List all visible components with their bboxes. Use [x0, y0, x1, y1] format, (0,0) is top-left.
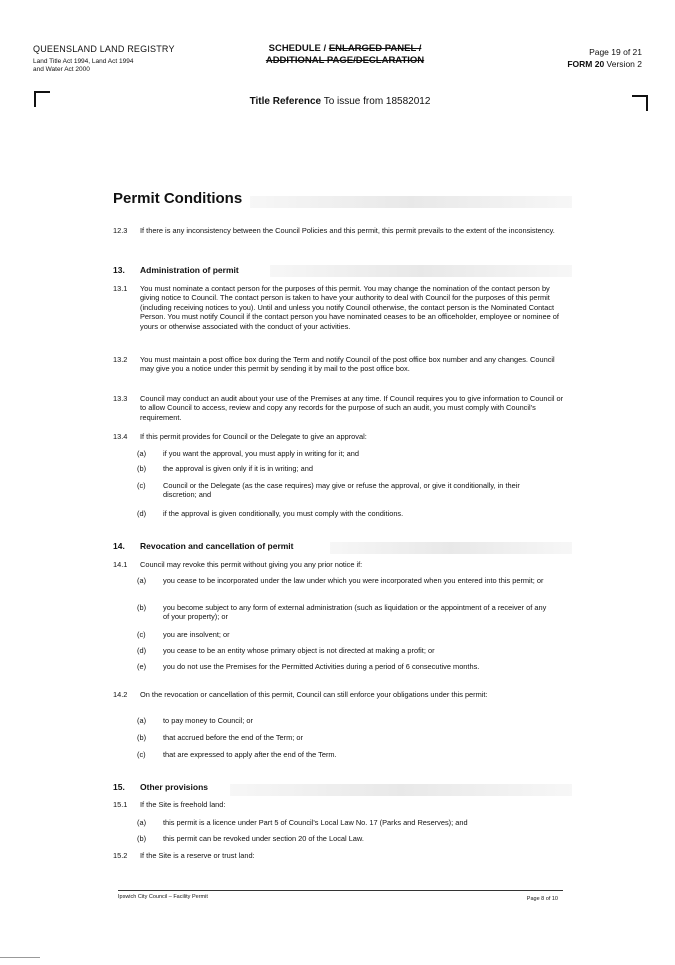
clause-14-2-item	[137, 750, 547, 760]
registry-name: QUEENSLAND LAND REGISTRY	[33, 44, 175, 54]
section-13-heading	[113, 265, 558, 277]
item-text: Council or the Delegate (as the case requires) may give or refuse the approval, or give it conditionally, in their discretion; and	[163, 481, 520, 500]
footer-left: Ipswich City Council – Facility Permit	[118, 894, 208, 900]
clause-14-2-item	[137, 716, 547, 726]
section-title: Other provisions	[140, 782, 209, 792]
item-text: if you want the approval, you must apply in writing for it; and	[163, 449, 359, 458]
clause-14-1-item	[137, 576, 547, 596]
schedule-struck: ENLARGED PANEL /	[328, 43, 422, 54]
item-label: (a)	[137, 818, 147, 827]
clause-text: Council may conduct an audit about your use of the Premises at any time. If Council requires you to give information to Council or to allow Council to access, review and copy any records for the purpose of such an audit, you must comply with Council's requirement.	[140, 394, 564, 422]
section-number: 14.	[113, 541, 125, 551]
clause-14-1	[113, 560, 563, 570]
clause-number: 15.1	[113, 800, 128, 809]
item-label: (a)	[137, 716, 147, 725]
clause-text: On the revocation or cancellation of this permit, Council can still enforce your obligations under this permit:	[140, 690, 488, 699]
clause-number: 13.1	[113, 284, 128, 293]
clause-12-3	[113, 226, 558, 246]
clause-14-1-item	[137, 630, 547, 640]
acts-line-1: Land Title Act 1994, Land Act 1994	[33, 58, 134, 65]
clause-13-4-item	[137, 449, 547, 459]
item-text: this permit can be revoked under section 20 of the Local Law.	[163, 834, 364, 843]
clause-text: If there is any inconsistency between the Council Policies and this permit, this permit prevails to the extent of the inconsistency.	[140, 226, 555, 235]
item-label: (c)	[137, 750, 146, 759]
item-label: (a)	[137, 449, 147, 458]
title-reference	[150, 96, 530, 107]
clause-13-3	[113, 394, 568, 424]
section-title: Administration of permit	[140, 265, 239, 275]
footer-page-number: Page 8 of 10	[526, 896, 558, 902]
item-label: (c)	[137, 481, 146, 490]
clause-13-2	[113, 355, 563, 385]
clause-number: 13.2	[113, 355, 128, 364]
form-version-value: Version 2	[606, 59, 642, 69]
clause-13-4-item	[137, 464, 547, 474]
clause-14-1-item	[137, 603, 547, 623]
title-reference-label: Title Reference	[249, 96, 322, 107]
clause-text: If this permit provides for Council or the Delegate to give an approval:	[140, 432, 367, 441]
scan-smudge	[250, 196, 572, 208]
clause-14-1-item	[137, 662, 547, 682]
item-label: (d)	[137, 509, 147, 518]
corner-mark-right	[632, 95, 648, 111]
clause-number: 13.4	[113, 432, 128, 441]
item-text: this permit is a licence under Part 5 of Council's Local Law No. 17 (Parks and Reserves); and	[163, 818, 468, 827]
scan-edge-line	[0, 957, 40, 958]
item-label: (e)	[137, 662, 147, 671]
item-label: (b)	[137, 834, 147, 843]
item-text: you become subject to any form of external administration (such as liquidation or the appointment of a receiver of any of your property); or	[163, 603, 547, 622]
schedule-line-2: ADDITIONAL PAGE/DECLARATION	[265, 55, 425, 66]
item-label: (c)	[137, 630, 146, 639]
item-text: you cease to be incorporated under the law under which you were incorporated when you entered into this permit; or	[163, 576, 544, 585]
clause-14-1-item	[137, 646, 547, 656]
acts-line-2: and Water Act 2000	[33, 66, 90, 73]
clause-15-1-item	[137, 834, 557, 844]
footer-rule	[118, 890, 563, 891]
item-text: you are insolvent; or	[163, 630, 230, 639]
section-number: 13.	[113, 265, 125, 275]
clause-text: If the Site is a reserve or trust land:	[140, 851, 255, 860]
clause-text: You must maintain a post office box during the Term and notify Council of the post office box number and any changes. Council may give you a notice under this permit by sending it by mail to the post office box.	[140, 355, 555, 374]
clause-15-1	[113, 800, 563, 810]
item-text: if the approval is given conditionally, you must comply with the conditions.	[163, 509, 404, 518]
clause-13-4	[113, 432, 563, 442]
page-number: Page 19 of 21	[589, 47, 642, 57]
clause-13-4-item	[137, 509, 547, 519]
corner-mark-left	[34, 91, 50, 107]
item-text: the approval is given only if it is in writing; and	[163, 464, 313, 473]
item-label: (b)	[137, 603, 147, 612]
section-15-heading	[113, 782, 558, 794]
item-label: (b)	[137, 464, 147, 473]
clause-13-1	[113, 284, 568, 346]
clause-13-4-item	[137, 481, 547, 501]
clause-text: If the Site is freehold land:	[140, 800, 226, 809]
page-form-info	[530, 47, 642, 69]
registry-acts	[33, 58, 233, 74]
registry-header	[33, 44, 233, 74]
section-title: Revocation and cancellation of permit	[140, 541, 294, 551]
clause-text: You must nominate a contact person for the purposes of this permit. You may change the nomination of the contact person by giving notice to Council. The contact person is taken to have your authority to deal with Council for the purposes of this permit (including receiving notices to you). Until and unless you notify Council otherwise, the contact person is the Nominated Contact Person. You must notify Council if the contact person you have nominated ceases to be an officeholder, employee or nominee of yours or otherwise associated with the conduct of your activities.	[140, 284, 559, 331]
clause-15-2	[113, 851, 563, 861]
clause-number: 15.2	[113, 851, 128, 860]
clause-number: 13.3	[113, 394, 128, 403]
item-label: (b)	[137, 733, 147, 742]
section-number: 15.	[113, 782, 125, 792]
item-text: you do not use the Premises for the Permitted Activities during a period of 6 consecutive months.	[163, 662, 480, 671]
title-reference-value: To issue from 18582012	[323, 96, 431, 107]
clause-14-2-item	[137, 733, 547, 743]
clause-14-2	[113, 690, 563, 710]
clause-number: 14.1	[113, 560, 128, 569]
clause-number: 14.2	[113, 690, 128, 699]
schedule-word: SCHEDULE /	[268, 43, 329, 54]
clause-number: 12.3	[113, 226, 128, 235]
item-text: that are expressed to apply after the end of the Term.	[163, 750, 337, 759]
clause-text: Council may revoke this permit without giving you any prior notice if:	[140, 560, 363, 569]
item-text: to pay money to Council; or	[163, 716, 253, 725]
item-text: that accrued before the end of the Term; or	[163, 733, 303, 742]
item-label: (d)	[137, 646, 147, 655]
item-label: (a)	[137, 576, 147, 585]
item-text: you cease to be an entity whose primary object is not directed at making a profit; or	[163, 646, 435, 655]
form-label: FORM 20	[567, 59, 605, 69]
page-heading: Permit Conditions	[113, 190, 243, 207]
schedule-title	[225, 43, 465, 67]
form-version	[530, 59, 642, 69]
clause-15-1-item	[137, 818, 557, 828]
section-14-heading	[113, 541, 558, 553]
